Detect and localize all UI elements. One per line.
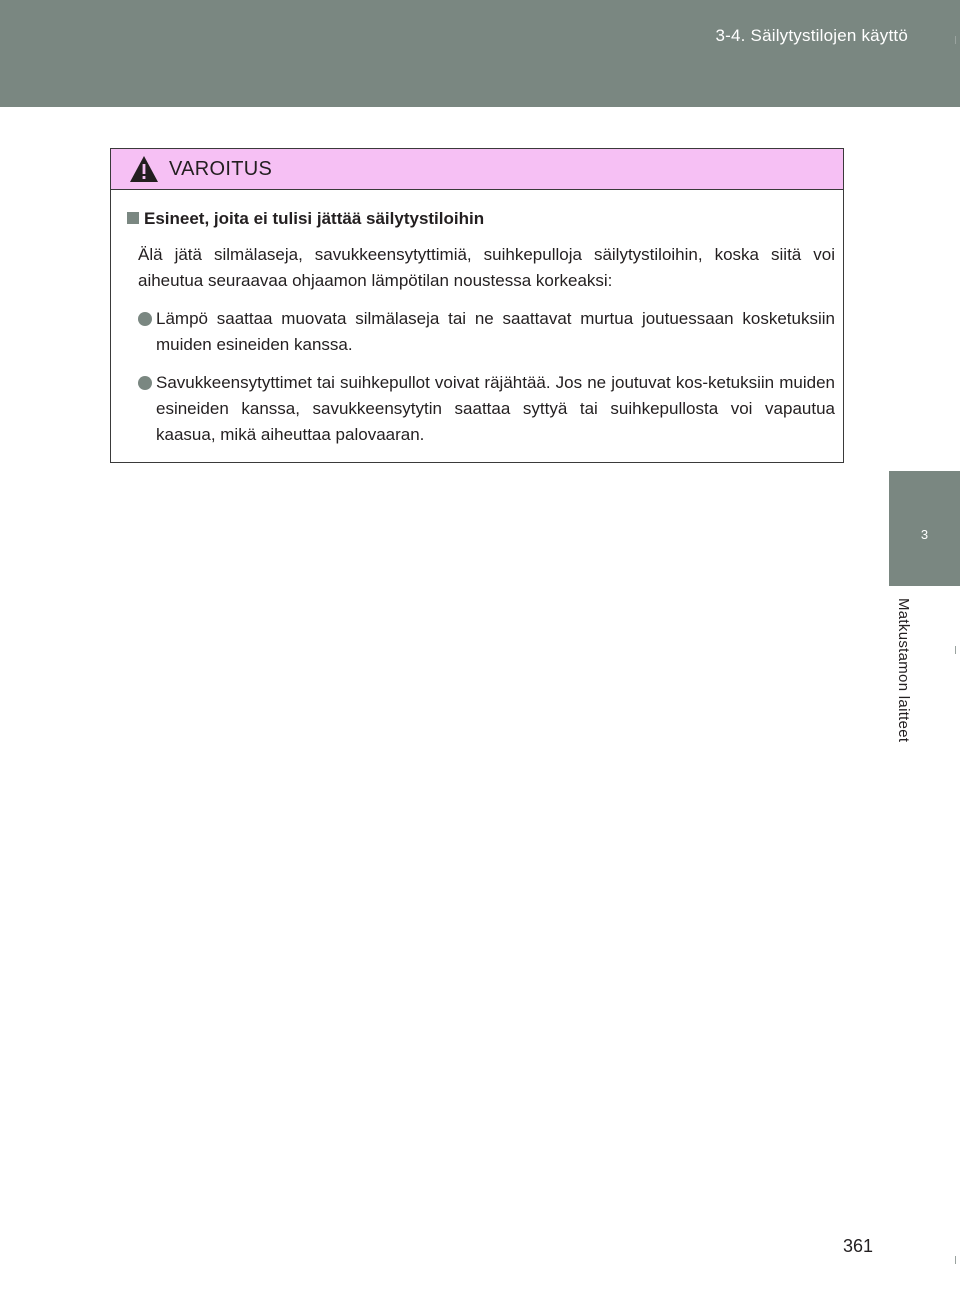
warning-heading-text: Esineet, joita ei tulisi jättää säilytystiloihin [144, 209, 485, 228]
list-item-text: Lämpö saattaa muovata silmälaseja tai ne saattavat murtua joutuessaan kosketuksiin muiden esineiden kanssa. [156, 309, 835, 354]
chapter-tab [889, 471, 960, 586]
section-title: 3-4. Säilytystilojen käyttö [715, 26, 908, 45]
square-bullet-icon [127, 212, 139, 224]
list-item-text: Savukkeensytyttimet tai suihkepullot voivat räjähtää. Jos ne joutuvat kos-ketuksiin muiden esineiden kanssa, savukkeensytytin saattaa syttyä tai suihkepullosta voi vapautua kaasua, mikä aiheuttaa palovaaran. [156, 373, 835, 444]
crop-mark [955, 646, 956, 654]
warning-intro: Älä jätä silmälaseja, savukkeensytyttimiä, suihkepulloja säilytystiloihin, koska siitä voi aiheutua seuraavaa ohjaamon lämpötilan noustessa korkeaksi: [138, 245, 835, 290]
warning-box [110, 148, 844, 463]
circle-bullet-icon [138, 376, 152, 390]
crop-mark [955, 36, 956, 44]
warning-header [111, 149, 843, 190]
warning-title: VAROITUS [169, 158, 273, 180]
list-item [127, 306, 835, 358]
crop-mark [955, 1256, 956, 1264]
chapter-number: 3 [920, 527, 929, 542]
circle-bullet-icon [138, 312, 152, 326]
chapter-title: Matkustamon laitteet [895, 598, 912, 743]
warning-body [111, 190, 843, 448]
warning-heading [127, 206, 835, 232]
warning-triangle-icon [129, 155, 159, 183]
list-item [127, 370, 835, 448]
header-band [0, 0, 960, 107]
page-number: 361 [843, 1236, 874, 1256]
